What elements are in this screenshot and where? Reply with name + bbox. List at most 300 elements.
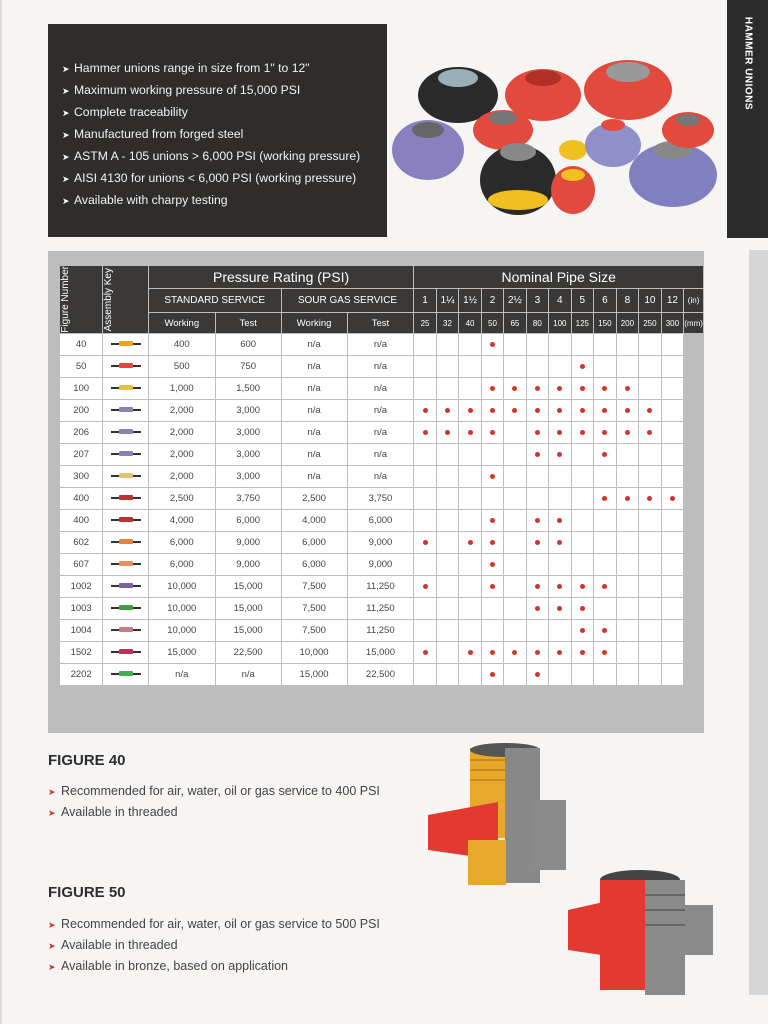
table-row: [60, 598, 704, 620]
assembly-key-cell: [103, 422, 149, 444]
size-availability-cell: [481, 488, 503, 510]
available-dot-icon: [625, 408, 630, 413]
size-availability-cell: [481, 334, 503, 356]
size-availability-cell: [526, 642, 548, 664]
size-availability-cell: [549, 444, 572, 466]
figure40-cutaway-illustration: [420, 740, 580, 890]
size-availability-cell: [436, 334, 459, 356]
size-availability-cell: [504, 488, 527, 510]
assembly-key-swatch: [111, 607, 141, 609]
size-mm-0: 25: [414, 313, 436, 334]
available-dot-icon: [602, 628, 607, 633]
size-availability-cell: [414, 664, 436, 686]
sour-working-cell: 4,000: [281, 510, 347, 532]
feature-item: ➤ ASTM A - 105 unions > 6,000 PSI (working pressure): [62, 146, 387, 168]
size-availability-cell: [616, 642, 639, 664]
size-availability-cell: [504, 466, 527, 488]
assembly-key-cell: [103, 356, 149, 378]
available-dot-icon: [625, 496, 630, 501]
spacer-cell: [684, 400, 704, 422]
sour-test-cell: 11,250: [347, 620, 414, 642]
available-dot-icon: [557, 606, 562, 611]
available-dot-icon: [557, 584, 562, 589]
arrow-icon: ➤: [48, 941, 56, 951]
size-availability-cell: [616, 510, 639, 532]
size-availability-cell: [616, 422, 639, 444]
size-availability-cell: [504, 334, 527, 356]
size-availability-cell: [639, 422, 662, 444]
standard-working-cell: 400: [148, 334, 215, 356]
feature-item: ➤ Complete traceability: [62, 102, 387, 124]
size-availability-cell: [459, 554, 482, 576]
sour-test-cell: 11,250: [347, 598, 414, 620]
size-availability-cell: [459, 334, 482, 356]
hammer-unions-photo: [388, 50, 726, 230]
assembly-key-cell: [103, 554, 149, 576]
size-mm-11: 300: [661, 313, 684, 334]
size-in-5: 3: [526, 289, 548, 313]
figure-number-cell: 207: [60, 444, 103, 466]
table-row: [60, 378, 704, 400]
table-row: [60, 400, 704, 422]
size-availability-cell: [436, 444, 459, 466]
available-dot-icon: [490, 584, 495, 589]
table-row: [60, 576, 704, 598]
size-availability-cell: [414, 576, 436, 598]
size-availability-cell: [481, 356, 503, 378]
available-dot-icon: [647, 430, 652, 435]
size-availability-cell: [481, 466, 503, 488]
size-availability-cell: [549, 510, 572, 532]
spacer-cell: [684, 378, 704, 400]
arrow-icon: ➤: [62, 130, 70, 140]
col-assembly-key: Assembly Key: [103, 266, 149, 334]
available-dot-icon: [490, 474, 495, 479]
assembly-key-swatch: [111, 651, 141, 653]
available-dot-icon: [512, 386, 517, 391]
size-availability-cell: [549, 400, 572, 422]
size-availability-cell: [526, 422, 548, 444]
sour-working-cell: n/a: [281, 334, 347, 356]
size-availability-cell: [549, 378, 572, 400]
size-availability-cell: [594, 400, 617, 422]
size-availability-cell: [616, 334, 639, 356]
standard-working-cell: 2,000: [148, 400, 215, 422]
arrow-icon: ➤: [62, 152, 70, 162]
size-in-4: 2½: [504, 289, 527, 313]
standard-working-cell: 1,000: [148, 378, 215, 400]
figure50-title: FIGURE 50: [48, 884, 126, 901]
size-availability-cell: [661, 356, 684, 378]
size-availability-cell: [459, 576, 482, 598]
assembly-key-swatch: [111, 541, 141, 543]
size-availability-cell: [549, 620, 572, 642]
available-dot-icon: [535, 672, 540, 677]
figure-number-cell: 206: [60, 422, 103, 444]
size-availability-cell: [571, 466, 594, 488]
arrow-icon: ➤: [62, 64, 70, 74]
pressure-rating-header: Pressure Rating (PSI): [148, 266, 414, 289]
size-availability-cell: [459, 598, 482, 620]
size-availability-cell: [616, 356, 639, 378]
available-dot-icon: [423, 650, 428, 655]
standard-working-cell: 6,000: [148, 532, 215, 554]
arrow-icon: ➤: [48, 920, 56, 930]
available-dot-icon: [468, 540, 473, 545]
unit-in-label: (in): [684, 289, 704, 313]
size-availability-cell: [594, 444, 617, 466]
table-row: [60, 554, 704, 576]
feature-item: ➤ Maximum working pressure of 15,000 PSI: [62, 80, 387, 102]
size-availability-cell: [436, 422, 459, 444]
sour-working-cell: 7,500: [281, 620, 347, 642]
available-dot-icon: [557, 452, 562, 457]
available-dot-icon: [490, 430, 495, 435]
size-availability-cell: [549, 466, 572, 488]
available-dot-icon: [580, 606, 585, 611]
arrow-icon: ➤: [48, 962, 56, 972]
assembly-key-swatch: [111, 409, 141, 411]
sour-test-cell: n/a: [347, 378, 414, 400]
sour-gas-service-header: SOUR GAS SERVICE: [281, 289, 414, 313]
standard-working-cell: 10,000: [148, 576, 215, 598]
size-availability-cell: [526, 378, 548, 400]
size-mm-6: 100: [549, 313, 572, 334]
sour-working-cell: 7,500: [281, 598, 347, 620]
available-dot-icon: [625, 386, 630, 391]
available-dot-icon: [602, 496, 607, 501]
assembly-key-cell: [103, 488, 149, 510]
size-in-10: 10: [639, 289, 662, 313]
size-mm-1: 32: [436, 313, 459, 334]
standard-working-cell: 500: [148, 356, 215, 378]
available-dot-icon: [602, 452, 607, 457]
spacer-cell: [684, 466, 704, 488]
size-availability-cell: [616, 532, 639, 554]
available-dot-icon: [557, 430, 562, 435]
size-availability-cell: [571, 576, 594, 598]
size-availability-cell: [571, 532, 594, 554]
nominal-pipe-size-header: Nominal Pipe Size: [414, 266, 704, 289]
sour-test-cell: 22,500: [347, 664, 414, 686]
available-dot-icon: [625, 430, 630, 435]
size-availability-cell: [594, 466, 617, 488]
standard-working-cell: n/a: [148, 664, 215, 686]
standard-test-cell: 3,000: [215, 400, 281, 422]
size-availability-cell: [481, 620, 503, 642]
standard-working-cell: 6,000: [148, 554, 215, 576]
sour-test-cell: 3,750: [347, 488, 414, 510]
sour-test-cell: 15,000: [347, 642, 414, 664]
standard-test-cell: n/a: [215, 664, 281, 686]
standard-test-cell: 15,000: [215, 576, 281, 598]
size-availability-cell: [661, 664, 684, 686]
size-availability-cell: [594, 488, 617, 510]
size-availability-cell: [526, 488, 548, 510]
size-availability-cell: [594, 334, 617, 356]
size-availability-cell: [639, 642, 662, 664]
table-row: [60, 422, 704, 444]
size-in-3: 2: [481, 289, 503, 313]
assembly-key-cell: [103, 466, 149, 488]
assembly-key-cell: [103, 532, 149, 554]
available-dot-icon: [557, 540, 562, 545]
size-availability-cell: [661, 378, 684, 400]
size-availability-cell: [639, 488, 662, 510]
size-availability-cell: [504, 598, 527, 620]
size-availability-cell: [594, 554, 617, 576]
available-dot-icon: [602, 584, 607, 589]
page-edge: [0, 0, 2, 1024]
spacer-cell: [684, 532, 704, 554]
available-dot-icon: [490, 386, 495, 391]
side-bar: [749, 250, 768, 995]
arrow-icon: ➤: [62, 86, 70, 96]
size-availability-cell: [571, 422, 594, 444]
sour-working-cell: 6,000: [281, 532, 347, 554]
size-availability-cell: [436, 532, 459, 554]
size-mm-9: 200: [616, 313, 639, 334]
size-availability-cell: [616, 466, 639, 488]
arrow-icon: ➤: [62, 108, 70, 118]
figure-number-cell: 1003: [60, 598, 103, 620]
size-availability-cell: [616, 444, 639, 466]
size-availability-cell: [414, 554, 436, 576]
spacer-cell: [684, 620, 704, 642]
size-availability-cell: [549, 334, 572, 356]
size-availability-cell: [436, 378, 459, 400]
size-availability-cell: [616, 554, 639, 576]
size-availability-cell: [661, 488, 684, 510]
size-availability-cell: [616, 488, 639, 510]
available-dot-icon: [468, 408, 473, 413]
assembly-key-cell: [103, 664, 149, 686]
figure50-cutaway-illustration: [565, 865, 720, 1005]
size-availability-cell: [414, 334, 436, 356]
standard-working-cell: 2,000: [148, 422, 215, 444]
size-availability-cell: [459, 620, 482, 642]
standard-test-cell: 750: [215, 356, 281, 378]
size-availability-cell: [414, 356, 436, 378]
size-availability-cell: [661, 444, 684, 466]
sour-test-cell: 11,250: [347, 576, 414, 598]
size-availability-cell: [526, 576, 548, 598]
assembly-key-cell: [103, 620, 149, 642]
available-dot-icon: [535, 606, 540, 611]
standard-test-cell: 3,000: [215, 422, 281, 444]
spacer-cell: [684, 334, 704, 356]
size-availability-cell: [639, 334, 662, 356]
available-dot-icon: [535, 584, 540, 589]
available-dot-icon: [512, 650, 517, 655]
size-availability-cell: [436, 576, 459, 598]
size-availability-cell: [571, 356, 594, 378]
size-availability-cell: [661, 334, 684, 356]
available-dot-icon: [423, 540, 428, 545]
size-availability-cell: [526, 466, 548, 488]
available-dot-icon: [490, 518, 495, 523]
size-in-2: 1½: [459, 289, 482, 313]
available-dot-icon: [580, 408, 585, 413]
sour-working-cell: n/a: [281, 466, 347, 488]
assembly-key-swatch: [111, 475, 141, 477]
standard-test-cell: 15,000: [215, 598, 281, 620]
size-availability-cell: [594, 620, 617, 642]
spacer-cell: [684, 510, 704, 532]
assembly-key-swatch: [111, 365, 141, 367]
standard-test-cell: 1,500: [215, 378, 281, 400]
figure-number-cell: 300: [60, 466, 103, 488]
size-availability-cell: [414, 510, 436, 532]
size-availability-cell: [481, 642, 503, 664]
size-availability-cell: [594, 576, 617, 598]
table-row: [60, 532, 704, 554]
figure50-bullet: ➤ Available in threaded: [48, 935, 380, 956]
size-availability-cell: [481, 576, 503, 598]
standard-test-cell: 3,750: [215, 488, 281, 510]
size-in-1: 1¼: [436, 289, 459, 313]
size-availability-cell: [526, 598, 548, 620]
spacer-cell: [684, 598, 704, 620]
table-row: [60, 466, 704, 488]
size-availability-cell: [414, 378, 436, 400]
standard-working-cell: 2,500: [148, 488, 215, 510]
size-availability-cell: [459, 444, 482, 466]
size-availability-cell: [616, 620, 639, 642]
standard-working-cell: 15,000: [148, 642, 215, 664]
sour-test-cell: 9,000: [347, 532, 414, 554]
standard-working-cell: 10,000: [148, 620, 215, 642]
available-dot-icon: [535, 452, 540, 457]
size-availability-cell: [504, 444, 527, 466]
size-availability-cell: [661, 598, 684, 620]
assembly-key-swatch: [111, 343, 141, 345]
available-dot-icon: [535, 650, 540, 655]
size-availability-cell: [504, 422, 527, 444]
sour-working-cell: 10,000: [281, 642, 347, 664]
available-dot-icon: [535, 518, 540, 523]
size-availability-cell: [504, 356, 527, 378]
assembly-key-cell: [103, 576, 149, 598]
figure40-bullets: [48, 781, 380, 823]
size-availability-cell: [414, 532, 436, 554]
size-in-7: 5: [571, 289, 594, 313]
size-availability-cell: [639, 532, 662, 554]
available-dot-icon: [535, 540, 540, 545]
size-availability-cell: [549, 664, 572, 686]
size-availability-cell: [526, 620, 548, 642]
size-availability-cell: [616, 378, 639, 400]
size-availability-cell: [594, 510, 617, 532]
figure-number-cell: 40: [60, 334, 103, 356]
size-availability-cell: [414, 400, 436, 422]
standard-working-cell: 2,000: [148, 444, 215, 466]
sour-test-cell: n/a: [347, 466, 414, 488]
table-row: [60, 664, 704, 686]
size-availability-cell: [414, 598, 436, 620]
size-availability-cell: [661, 642, 684, 664]
size-availability-cell: [571, 400, 594, 422]
size-availability-cell: [594, 356, 617, 378]
available-dot-icon: [490, 540, 495, 545]
std-test-header: Test: [215, 313, 281, 334]
available-dot-icon: [535, 386, 540, 391]
size-availability-cell: [571, 598, 594, 620]
table-row: [60, 642, 704, 664]
size-availability-cell: [639, 598, 662, 620]
available-dot-icon: [602, 408, 607, 413]
size-availability-cell: [549, 422, 572, 444]
size-availability-cell: [571, 620, 594, 642]
size-availability-cell: [436, 356, 459, 378]
sour-test-cell: 6,000: [347, 510, 414, 532]
available-dot-icon: [490, 650, 495, 655]
spec-table: [59, 265, 704, 686]
assembly-key-cell: [103, 444, 149, 466]
size-availability-cell: [414, 466, 436, 488]
sour-test-cell: n/a: [347, 422, 414, 444]
available-dot-icon: [423, 408, 428, 413]
feature-item: ➤ Manufactured from forged steel: [62, 124, 387, 146]
standard-test-cell: 9,000: [215, 532, 281, 554]
figure-number-cell: 400: [60, 510, 103, 532]
size-availability-cell: [481, 598, 503, 620]
figure50-bullet: ➤ Recommended for air, water, oil or gas service to 500 PSI: [48, 914, 380, 935]
size-availability-cell: [414, 444, 436, 466]
size-availability-cell: [549, 356, 572, 378]
size-availability-cell: [639, 576, 662, 598]
section-tab-label: HAMMER UNIONS: [742, 16, 753, 111]
size-availability-cell: [481, 400, 503, 422]
size-availability-cell: [504, 510, 527, 532]
assembly-key-swatch: [111, 497, 141, 499]
size-availability-cell: [414, 620, 436, 642]
standard-test-cell: 22,500: [215, 642, 281, 664]
assembly-key-cell: [103, 642, 149, 664]
size-availability-cell: [571, 334, 594, 356]
feature-item: ➤ Hammer unions range in size from 1" to 12": [62, 58, 387, 80]
available-dot-icon: [580, 628, 585, 633]
size-availability-cell: [639, 664, 662, 686]
arrow-icon: ➤: [48, 787, 56, 797]
size-availability-cell: [459, 400, 482, 422]
figure-number-cell: 100: [60, 378, 103, 400]
arrow-icon: ➤: [62, 174, 70, 184]
spacer-cell: [684, 576, 704, 598]
size-mm-7: 125: [571, 313, 594, 334]
size-availability-cell: [661, 554, 684, 576]
figure50-bullet: ➤ Available in bronze, based on application: [48, 956, 380, 977]
size-availability-cell: [594, 422, 617, 444]
figure-number-cell: 2202: [60, 664, 103, 686]
assembly-key-swatch: [111, 387, 141, 389]
sour-working-cell: 6,000: [281, 554, 347, 576]
size-availability-cell: [616, 598, 639, 620]
size-availability-cell: [639, 400, 662, 422]
size-availability-cell: [526, 400, 548, 422]
size-availability-cell: [459, 356, 482, 378]
size-availability-cell: [594, 532, 617, 554]
standard-test-cell: 9,000: [215, 554, 281, 576]
sour-working-cell: n/a: [281, 422, 347, 444]
size-availability-cell: [639, 510, 662, 532]
size-availability-cell: [414, 488, 436, 510]
size-availability-cell: [661, 532, 684, 554]
size-availability-cell: [639, 466, 662, 488]
standard-test-cell: 15,000: [215, 620, 281, 642]
available-dot-icon: [580, 364, 585, 369]
available-dot-icon: [580, 584, 585, 589]
